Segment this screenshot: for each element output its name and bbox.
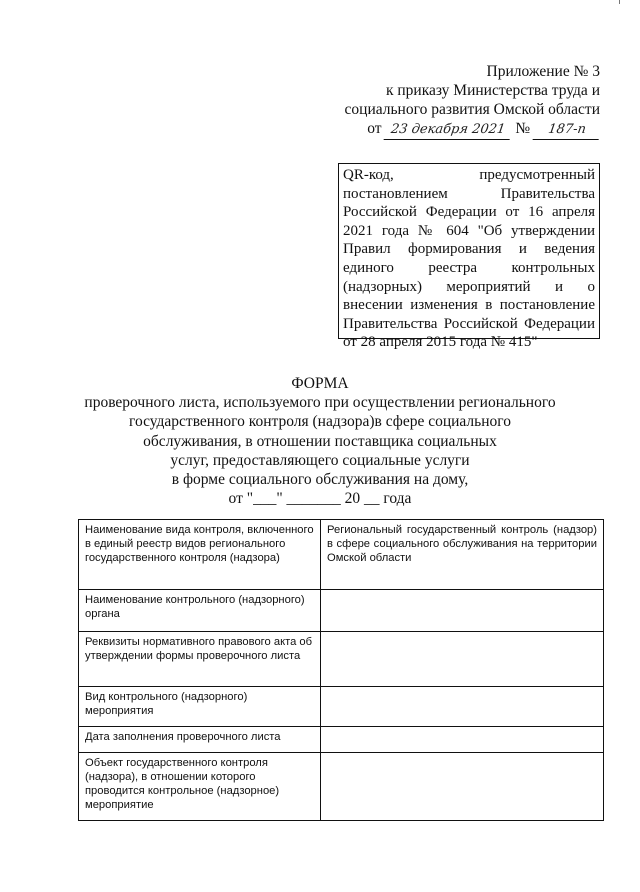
appendix-header bbox=[345, 62, 600, 140]
appendix-order-ref: к приказу Министерства труда и bbox=[385, 82, 600, 99]
table-row bbox=[79, 590, 604, 632]
handwritten-number: 187-п bbox=[533, 120, 602, 140]
form-subtitle-line: государственного контроля (надзора)в сфере социального bbox=[128, 413, 512, 431]
row-value bbox=[321, 632, 604, 687]
table-row bbox=[79, 753, 604, 821]
row-label: Вид контрольного (надзорного) мероприятия bbox=[79, 687, 321, 727]
qr-code-note: QR-код, предусмотренный постановлением Правительства Российской Федерации от 16 апреля 2021 года № 604 "Об утверждении Правил формирования и ведения единого реестра контрольных (надзорных) мероприятий и о внесении изменения в постановление Правительства Российской Федерации от 28 апреля 2015 года № 415" bbox=[338, 163, 600, 339]
checklist-info-table bbox=[78, 519, 604, 821]
form-date-line: от "___" _______ 20 __ года bbox=[228, 490, 412, 508]
row-label: Наименование вида контроля, включенного в единый реестр видов регионального государственного контроля (надзора) bbox=[79, 520, 321, 590]
appendix-ministry: социального развития Омской области bbox=[344, 101, 600, 118]
table-row bbox=[79, 687, 604, 727]
form-title bbox=[70, 374, 570, 508]
row-label: Реквизиты нормативного правового акта об утверждении формы проверочного листа bbox=[79, 632, 321, 687]
row-label: Объект государственного контроля (надзора), в отношении которого проводится контрольное (надзорное) мероприятие bbox=[79, 753, 321, 821]
scan-mark bbox=[619, 0, 620, 4]
form-heading: ФОРМА bbox=[291, 375, 349, 392]
table-row bbox=[79, 520, 604, 590]
form-subtitle-line: в форме социального обслуживания на дому, bbox=[171, 471, 469, 489]
row-value bbox=[321, 687, 604, 727]
table-row bbox=[79, 632, 604, 687]
table-row bbox=[79, 727, 604, 753]
row-value bbox=[321, 727, 604, 753]
row-value bbox=[321, 753, 604, 821]
appendix-number: Приложение № 3 bbox=[486, 63, 600, 80]
form-subtitle-line: проверочного листа, используемого при осуществлении регионального bbox=[84, 394, 556, 412]
from-label: от bbox=[367, 120, 382, 137]
row-value bbox=[321, 590, 604, 632]
form-subtitle-line: обслуживания, в отношении поставщика социальных bbox=[143, 432, 497, 450]
number-label: № bbox=[515, 120, 531, 137]
row-value: Региональный государственный контроль (надзор) в сфере социального обслуживания на территории Омской области bbox=[321, 520, 604, 590]
appendix-date-number bbox=[345, 119, 600, 140]
row-label: Наименование контрольного (надзорного) органа bbox=[79, 590, 321, 632]
handwritten-date: 23 декабря 2021 bbox=[384, 120, 513, 140]
row-label: Дата заполнения проверочного листа bbox=[79, 727, 321, 753]
form-subtitle-line: услуг, предоставляющего социальные услуги bbox=[170, 451, 470, 469]
